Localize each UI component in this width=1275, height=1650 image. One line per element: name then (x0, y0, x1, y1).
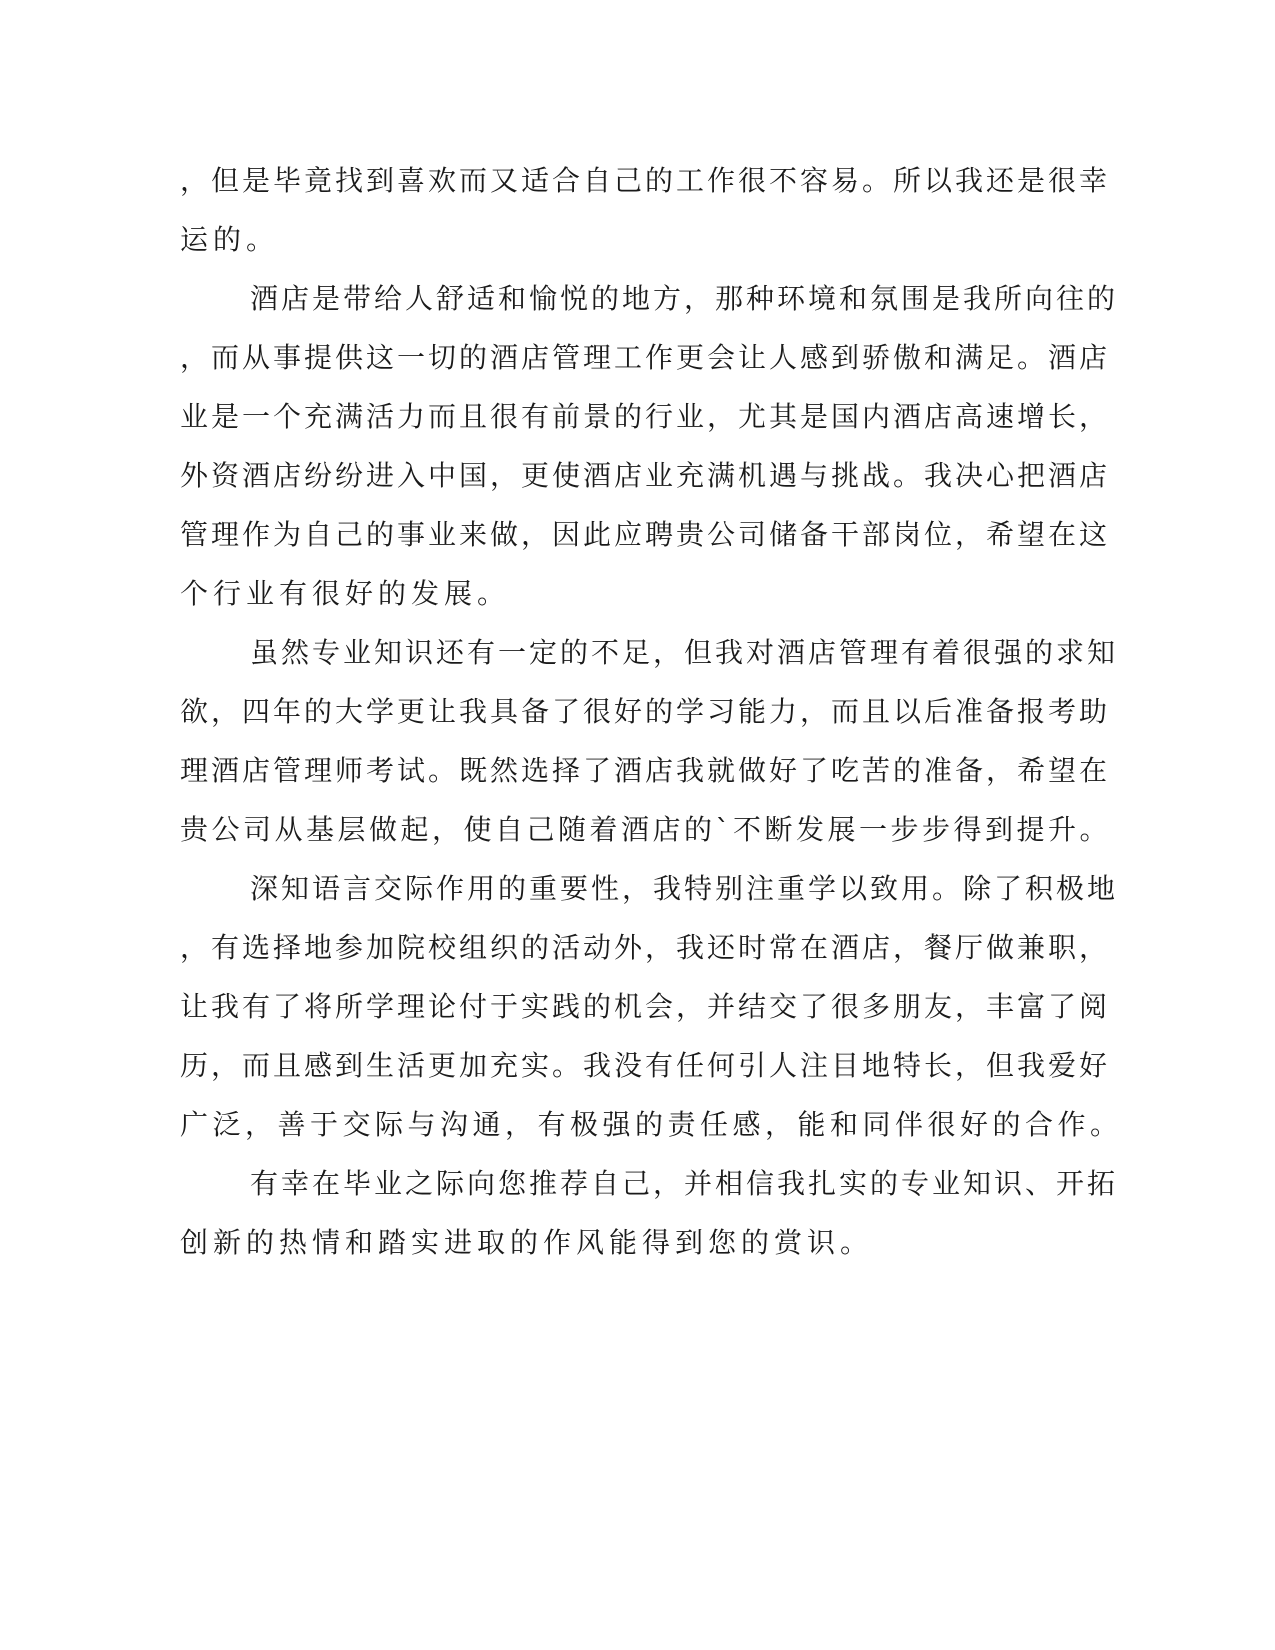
paragraph-2-line-6: 个行业有很好的发展。 (180, 577, 511, 610)
paragraph-4-line-5: 广泛，善于交际与沟通，有极强的责任感，能和同伴很好的合作。 (180, 1108, 1123, 1141)
paragraph-2-line-5: 管理作为自己的事业来做，因此应聘贵公司储备干部岗位，希望在这 (180, 518, 1111, 551)
paragraph-3-line-3: 理酒店管理师考试。既然选择了酒店我就做好了吃苦的准备，希望在 (180, 754, 1111, 787)
paragraph-5-line-2: 创新的热情和踏实进取的作风能得到您的赏识。 (180, 1226, 874, 1259)
paragraph-4-line-2: ，有选择地参加院校组织的活动外，我还时常在酒店，餐厅做兼职， (180, 931, 1111, 964)
paragraph-4-line-4: 历，而且感到生活更加充实。我没有任何引人注目地特长，但我爱好 (180, 1049, 1111, 1082)
paragraph-1-line-2: 运的。 (180, 223, 280, 256)
paragraph-2-line-3: 业是一个充满活力而且很有前景的行业，尤其是国内酒店高速增长， (180, 400, 1111, 433)
paragraph-4-line-1: 深知语言交际作用的重要性，我特别注重学以致用。除了积极地 (250, 872, 1119, 905)
paragraph-4-line-3: 让我有了将所学理论付于实践的机会，并结交了很多朋友，丰富了阅 (180, 990, 1111, 1023)
paragraph-3-line-2: 欲，四年的大学更让我具备了很好的学习能力，而且以后准备报考助 (180, 695, 1111, 728)
paragraph-5-line-1: 有幸在毕业之际向您推荐自己，并相信我扎实的专业知识、开拓 (250, 1167, 1119, 1200)
paragraph-3-line-4: 贵公司从基层做起，使自己随着酒店的`不断发展一步步得到提升。 (180, 813, 1112, 846)
paragraph-2-line-2: ，而从事提供这一切的酒店管理工作更会让人感到骄傲和满足。酒店 (180, 341, 1111, 374)
paragraph-3-line-1: 虽然专业知识还有一定的不足，但我对酒店管理有着很强的求知 (250, 636, 1119, 669)
paragraph-1-line-1: ，但是毕竟找到喜欢而又适合自己的工作很不容易。所以我还是很幸 (180, 164, 1111, 197)
paragraph-2-line-1: 酒店是带给人舒适和愉悦的地方，那种环境和氛围是我所向往的 (250, 282, 1119, 315)
paragraph-2-line-4: 外资酒店纷纷进入中国，更使酒店业充满机遇与挑战。我决心把酒店 (180, 459, 1111, 492)
